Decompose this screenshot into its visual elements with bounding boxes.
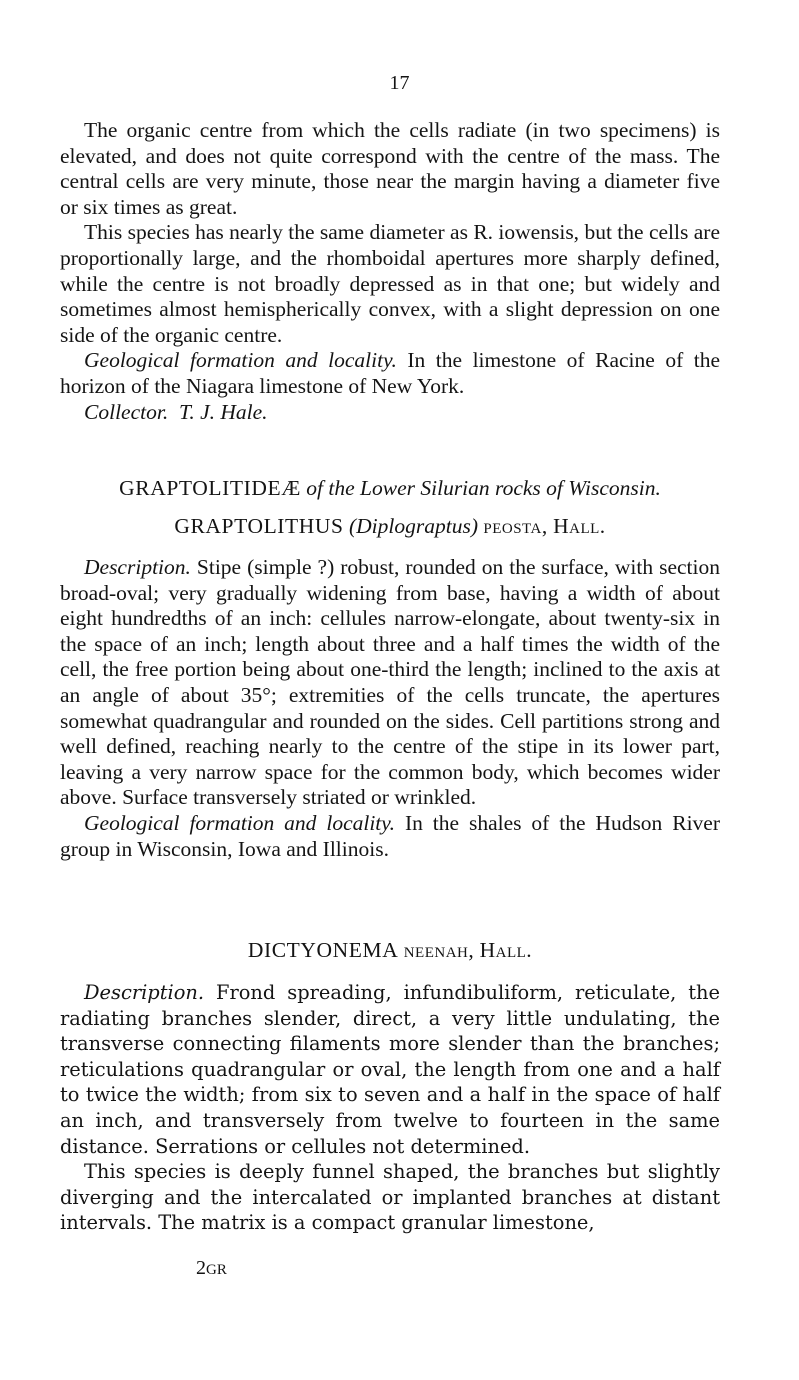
intro-paragraph-2: This species has nearly the same diameter as R. iowensis, but the cells are proportionally large, and the rhomboidal apertures more sharply defined, while the centre is not broadly depressed as in that one; but widely and sometimes almost hemispherically convex, with a slight depression on one side of the organic centre.: [60, 220, 720, 347]
species-name: peosta,: [483, 514, 548, 538]
locality-label: Geological formation and locality.: [84, 810, 396, 835]
page-number: 17: [389, 72, 410, 94]
species-heading-dictyonema: [60, 938, 720, 963]
section-heading: [60, 476, 720, 501]
section-heading-italic: of the Lower Silurian rocks of Wisconsin.: [306, 476, 661, 500]
subgenus-name: (Diplograptus): [348, 514, 478, 538]
description-text: Stipe (simple ?) robust, rounded on the surface, with section broad-oval; very gradually widening from base, having a width of about eight hundredths of an inch: cellules narrow-elongate, about twenty-six in the space of an inch; length about three and a half times the width of the cell, the free portion being about one-third the length; inclined to the axis at an angle of about 35°; extremities of the cells truncate, the apertures somewhat quadrangular and rounded on the sides. Cell partitions strong and well defined, reaching nearly to the centre of the stipe in its lower part, leaving a very narrow space for the common body, which becomes wider above. Surface transversely striated or wrinkled.: [60, 555, 721, 810]
section-heading-caps: GRAPTOLITIDEÆ: [119, 476, 301, 500]
dictyonema-paragraph-2: This species is deeply funnel shaped, the branches but slightly diverging and the intercalated or implanted branches at distant intervals. The matrix is a compact granular limestone,: [60, 1160, 720, 1235]
intro-paragraph-1: The organic centre from which the cells radiate (in two specimens) is elevated, and does not quite correspond with the centre of the mass. The central cells are very minute, those near the margin having a diameter five or six times as great.: [60, 118, 720, 219]
graptolithus-description-section: [60, 555, 720, 862]
locality-text: In the limestone of Racine of the horizon of the Niagara limestone of New York.: [60, 348, 721, 398]
author-name: Hall.: [553, 514, 606, 538]
graptolithus-description: [60, 555, 720, 811]
locality-label: Geological formation and locality.: [84, 348, 397, 373]
graptolithus-locality: [60, 811, 720, 862]
collector-name: T. J. Hale.: [178, 399, 268, 424]
locality-text: In the shales of the Hudson River group in Wisconsin, Iowa and Illinois.: [60, 810, 720, 861]
dictyonema-description: [60, 980, 720, 1159]
collector-paragraph: [60, 400, 720, 426]
dictyonema-description-section: [60, 980, 720, 1236]
genus-name: GRAPTOLITHUS: [174, 514, 344, 538]
signature-mark: [196, 1257, 227, 1280]
intro-section: [60, 118, 720, 425]
description-label: Description.: [84, 555, 191, 579]
species-heading-graptolithus: [60, 514, 720, 539]
species-name: neenah,: [403, 938, 475, 962]
collector-label: Collector.: [84, 399, 169, 424]
signature-number: 2: [196, 1257, 206, 1279]
description-text: Frond spreading, infundibuliform, reticulate, the radiating branches slender, direct, a very little undulating, the transverse connecting filaments more slender than the branches; reticulations quadrangular or oval, the length from one and a half to twice the width; from six to seven and a half in the space of half an inch, and transversely from twelve to fourteen in the same distance. Serrations or cellules not determined.: [60, 981, 720, 1158]
signature-letters: GR: [206, 1262, 227, 1278]
description-label: Description.: [84, 981, 205, 1004]
author-name: Hall.: [479, 938, 533, 962]
intro-locality-paragraph: [60, 348, 720, 399]
genus-name: DICTYONEMA: [247, 938, 399, 962]
